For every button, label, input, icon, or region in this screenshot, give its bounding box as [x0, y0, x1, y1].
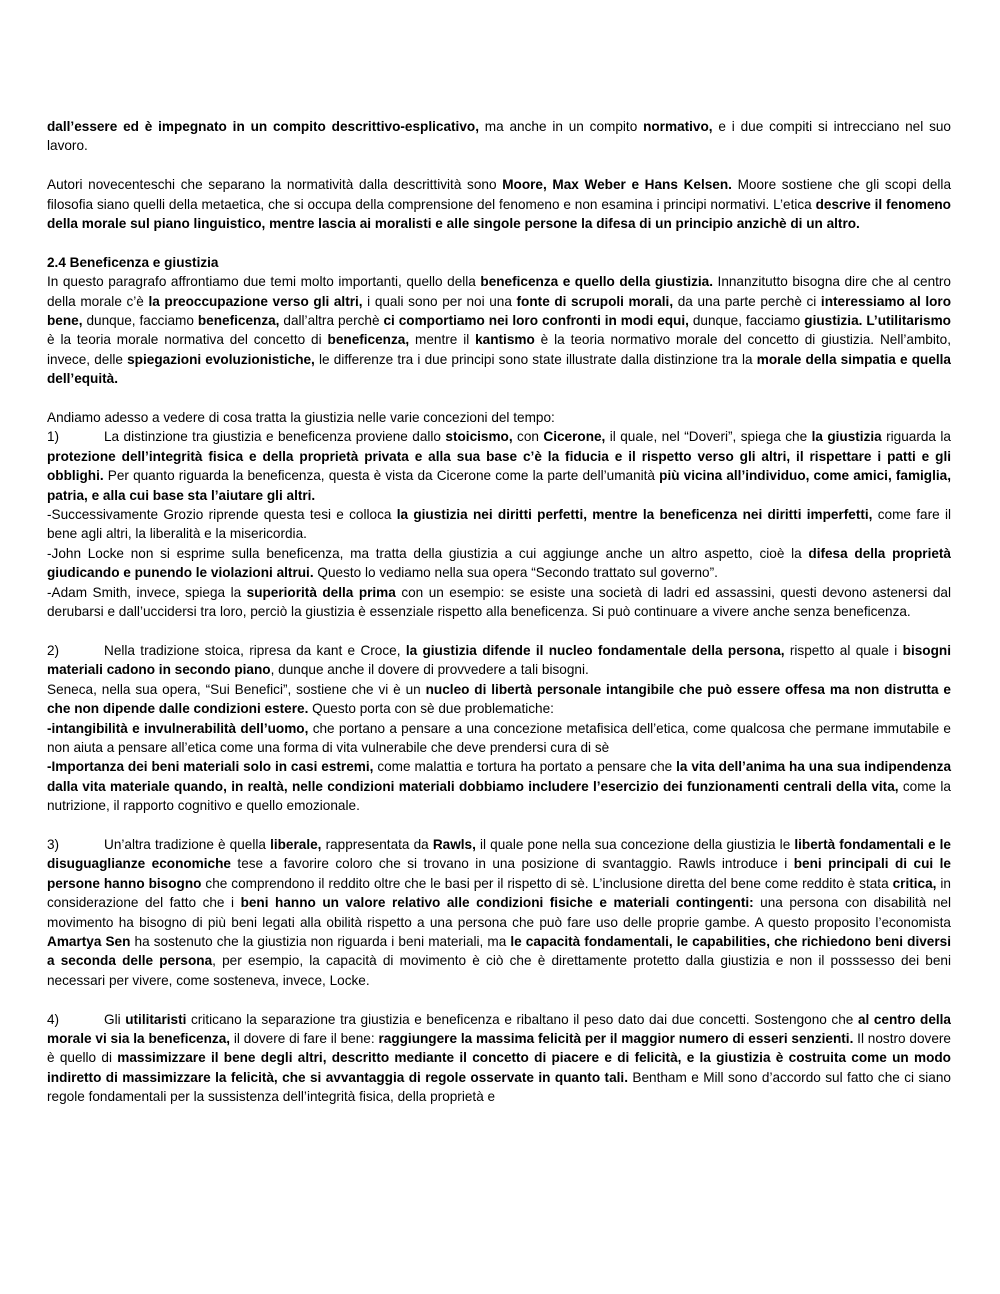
- problem-1-paragraph: -intangibilità e invulnerabilità dell’uomo, che portano a pensare a una concezione metafisica dell’etica, come qualcosa che permane immutabile e non aiuta a pensare all’etica come una forma di vita vulnerabile che deve prendersi cura di sè: [47, 720, 951, 755]
- list-item-2: 2) Nella tradizione stoica, ripresa da kant e Croce, la giustizia difende il nucleo fondamentale della persona, rispetto al quale i bisogni materiali cadono in secondo piano, dunque anche il dovere di provvedere a tali bisogni.: [47, 642, 951, 678]
- grozio-paragraph: -Successivamente Grozio riprende questa tesi e colloca la giustizia nei diritti perfetti, mentre la beneficenza nei diritti imperfetti, come fare il bene agli altri, la liberalità e la misericordia.: [47, 507, 951, 542]
- smith-paragraph: -Adam Smith, invece, spiega la superiorità della prima con un esempio: se esiste una società di ladri ed assassini, questi devono astenersi dal derubarsi e dall’uccidersi tra loro, perciò la giustizia è essenziale rispetto alla beneficenza. Si può continuare a vivere anche senza beneficenza.: [47, 584, 951, 620]
- list-item-1: 1) La distinzione tra giustizia e beneficenza proviene dallo stoicismo, con Cicerone, il quale, nel “Doveri”, spiega che la giustizia riguarda la protezione dell’integrità fisica e della proprietà privata e alla sua base c’è la fiducia e il rispetto verso gli altri, il rispettare i patti e gli obblighi. Per quanto riguarda la beneficenza, questa è vista da Cicerone come la parte dell’umanità più vicina all’individuo, come amici, famiglia, patria, e alla cui base sta l’aiutare gli altri.: [47, 429, 952, 503]
- list-number: 2): [47, 642, 60, 658]
- seneca-paragraph: Seneca, nella sua opera, “Sui Benefici”, sostiene che vi è un nucleo di libertà personale intangibile che può essere offesa ma non distrutta e che non dipende dalle condizioni estere. Questo porta con sè due problematiche:: [47, 681, 951, 717]
- list-number: 1): [47, 429, 60, 445]
- section-paragraph-2: Andiamo adesso a vedere di cosa tratta la giustizia nelle varie concezioni del tempo:: [47, 410, 555, 426]
- intro-paragraph-1: dall’essere ed è impegnato in un compito descrittivo-esplicativo, ma anche in un compito normativo, e i due compiti si intrecciano nel suo lavoro.: [47, 119, 951, 154]
- locke-paragraph: -John Locke non si esprime sulla beneficenza, ma tratta della giustizia a cui aggiunge anche un altro aspetto, cioè la difesa della proprietà giudicando e punendo le violazioni altrui. Questo lo vediamo nella sua opera “Secondo trattato sul governo”.: [47, 545, 951, 581]
- list-number: 3): [47, 836, 60, 852]
- section-paragraph-1: In questo paragrafo affrontiamo due temi molto importanti, quello della beneficenza e quello della giustizia. Innanzitutto bisogna dire che al centro della morale c’è la preoccupazione verso gli altri, i quali sono per noi una fonte di scrupoli morali, da una parte perchè ci interessiamo al loro bene, dunque, facciamo beneficenza, dall’altra perchè ci comportiamo nei loro confronti in modi equi, dunque, facciamo giustizia. L’utilitarismo è la teoria morale normativa del concetto di beneficenza, mentre il kantismo è la teoria normativo morale del concetto di giustizia. Nell’ambito, invece, delle spiegazioni evoluzionistiche, le differenze tra i due principi sono state illustrate dalla distinzione tra la morale della simpatia e quella dell’equità.: [47, 274, 952, 387]
- intro-paragraph-2: Autori novecenteschi che separano la normatività dalla descrittività sono Moore, Max Weber e Hans Kelsen. Moore sostiene che gli scopi della filosofia siano quelli della metaetica, che si occupa della comprensione del fenomeno e non esamina i principi normativi. L’etica descrive il fenomeno della morale sul piano linguistico, mentre lascia ai moralisti e alle singole persone la difesa di un principio anzichè di un altro.: [47, 177, 952, 232]
- list-item-3: 3) Un’altra tradizione è quella liberale, rappresentata da Rawls, il quale pone nella sua concezione della giustizia le libertà fondamentali e le disuguaglianze economiche tese a favorire coloro che si trovano in una posizione di svantaggio. Rawls introduce i beni principali di cui le persone hanno bisogno che comprendono il reddito oltre che le basi per il rispetto di sè. L’inclusione diretta del bene come reddito è stata critica, in considerazione del fatto che i beni hanno un valore relativo alle condizioni fisiche e materiali contingenti: una persona con disabilità nel movimento ha bisogno di più beni legati alla obilità rispetto a una persona che può fare uso delle proprie gambe. A questo proposito l’economista Amartya Sen ha sostenuto che la giustizia non riguarda i beni materiali, ma le capacità fondamentali, le capabilities, che richiedono beni diversi a seconda delle persona, per esempio, la capacità di movimento è ciò che è direttamente protetto dalla giustizia e non il posssesso dei beni necessari per vivere, come sosteneva, invece, Locke.: [47, 836, 951, 988]
- list-item-4: 4) Gli utilitaristi criticano la separazione tra giustizia e beneficenza e ribaltano il peso dato dai due concetti. Sostengono che al centro della morale vi sia la beneficenza, il dovere di fare il bene: raggiungere la massima felicità per il maggior numero di esseri senzienti. Il nostro dovere è quello di massimizzare il bene degli altri, descritto mediante il concetto di piacere e di felicità, e la giustizia è costruita come un modo indiretto di massimizzare la felicità, che si avvantaggia di regole osservate in quanto tali. Bentham e Mill sono d’accordo sul fatto che ci siano regole fondamentali per la sussistenza dell’integrità fisica, della proprietà e: [47, 1011, 951, 1105]
- section-heading: 2.4 Beneficenza e giustizia: [47, 254, 219, 270]
- document-page: [47, 117, 951, 1107]
- list-number: 4): [47, 1011, 60, 1027]
- problem-2-paragraph: -Importanza dei beni materiali solo in casi estremi, come malattia e tortura ha portato a pensare che la vita dell’anima ha una sua indipendenza dalla vita materiale quando, in realtà, nelle condizioni materiali dobbiamo includere l’esercizio dei funzionamenti centrali della vita, come la nutrizione, il rapporto cognitivo e quello emozionale.: [47, 759, 952, 814]
